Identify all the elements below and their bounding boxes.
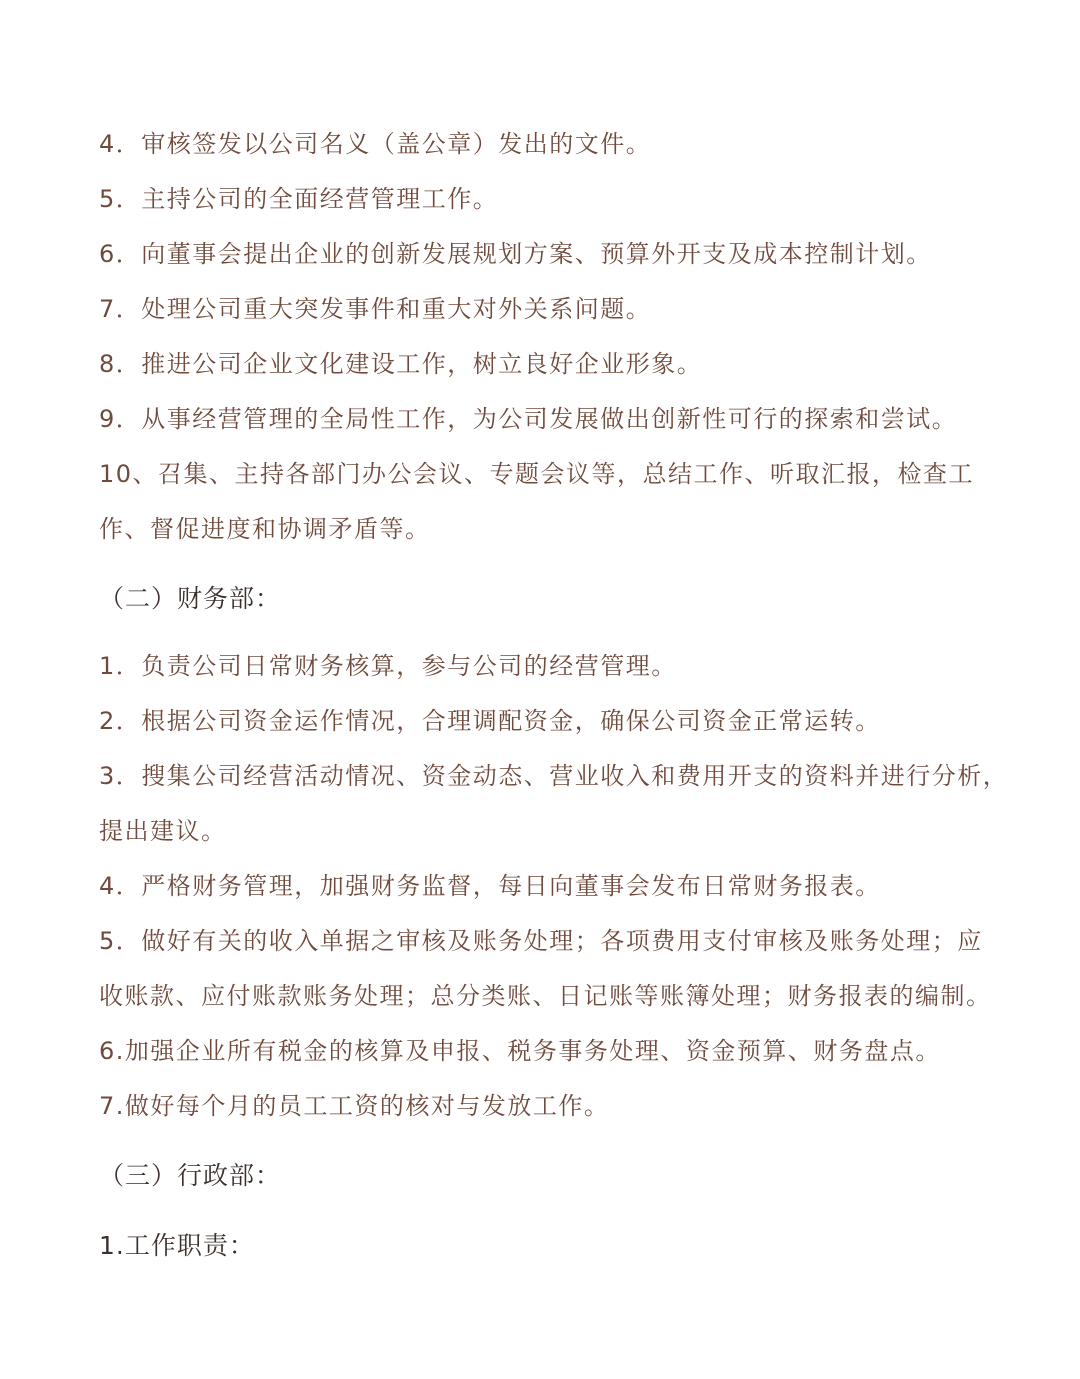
finance-heading: （二）财务部： <box>99 584 282 613</box>
finance-item-1: 1．负责公司日常财务核算，参与公司的经营管理。 <box>99 652 677 680</box>
gm-item-9: 9．从事经营管理的全局性工作，为公司发展做出创新性可行的探索和尝试。 <box>99 405 958 433</box>
finance-item-3-line-1: 3．搜集公司经营活动情况、资金动态、营业收入和费用开支的资料并进行分析， <box>99 762 1009 790</box>
finance-item-4: 4．严格财务管理，加强财务监督，每日向董事会发布日常财务报表。 <box>99 872 881 900</box>
finance-item-5-line-2: 收账款、应付账款账务处理；总分类账、日记账等账簿处理；财务报表的编制。 <box>99 982 992 1010</box>
gm-item-10-line-1: 10、召集、主持各部门办公会议、专题会议等，总结工作、听取汇报，检查工 <box>99 460 975 488</box>
finance-item-3-line-2: 提出建议。 <box>99 817 227 845</box>
gm-item-4: 4．审核签发以公司名义（盖公章）发出的文件。 <box>99 130 652 158</box>
gm-item-6: 6．向董事会提出企业的创新发展规划方案、预算外开支及成本控制计划。 <box>99 240 932 268</box>
finance-item-2: 2．根据公司资金运作情况，合理调配资金，确保公司资金正常运转。 <box>99 707 881 735</box>
gm-item-8: 8．推进公司企业文化建设工作，树立良好企业形象。 <box>99 350 703 378</box>
finance-item-7: 7.做好每个月的员工工资的核对与发放工作。 <box>99 1092 610 1120</box>
gm-item-10-line-2: 作、督促进度和协调矛盾等。 <box>99 515 431 543</box>
finance-item-6: 6.加强企业所有税金的核算及申报、税务事务处理、资金预算、财务盘点。 <box>99 1037 941 1065</box>
gm-item-5: 5．主持公司的全面经营管理工作。 <box>99 185 499 213</box>
admin-duties-subheading: 1.工作职责： <box>99 1231 255 1260</box>
admin-heading: （三）行政部： <box>99 1161 282 1190</box>
gm-item-7: 7．处理公司重大突发事件和重大对外关系问题。 <box>99 295 652 323</box>
finance-item-5-line-1: 5．做好有关的收入单据之审核及账务处理；各项费用支付审核及账务处理；应 <box>99 927 983 955</box>
